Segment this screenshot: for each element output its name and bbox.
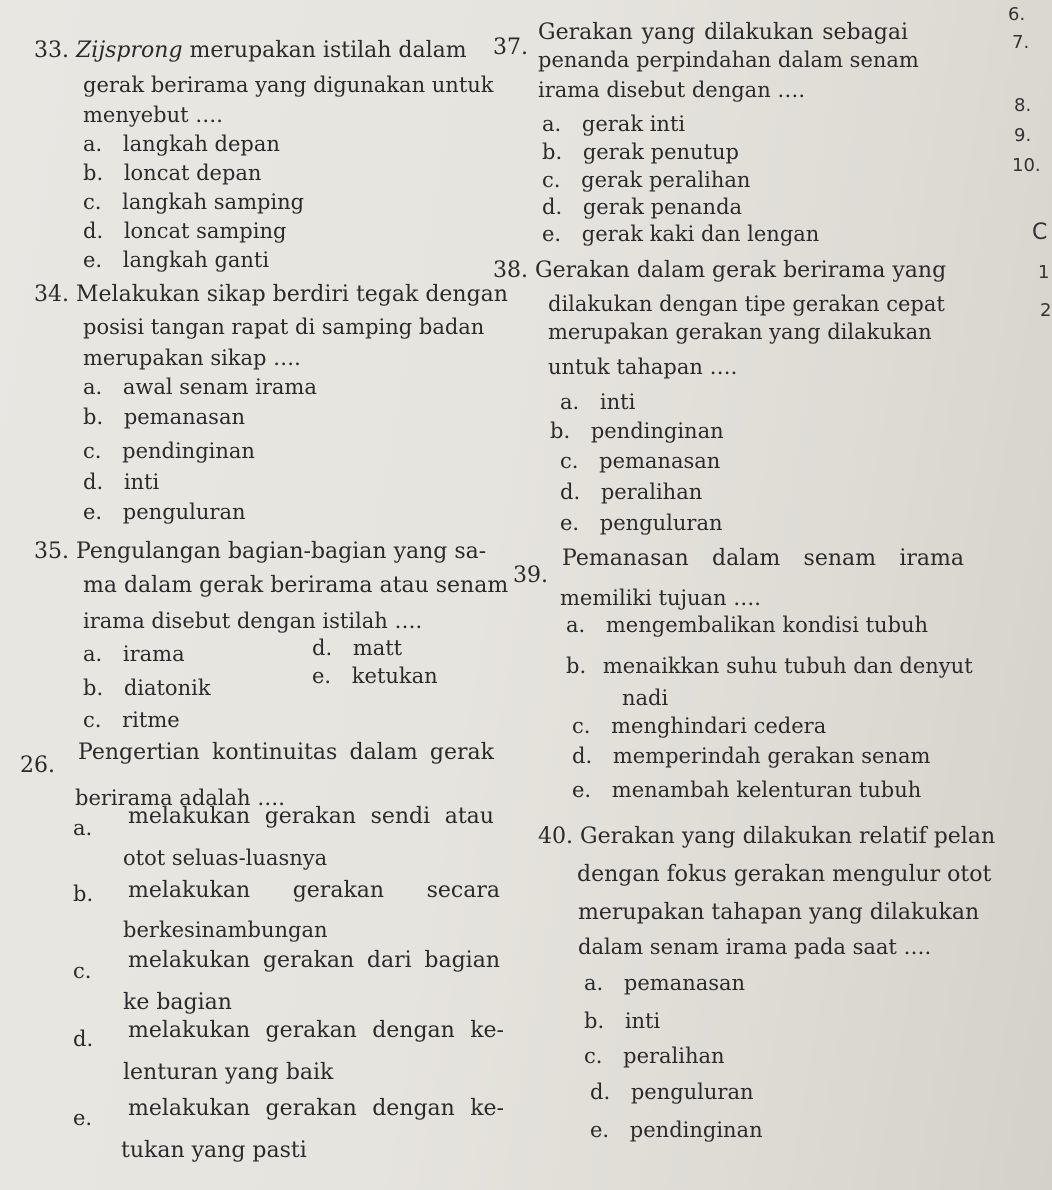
q38-line2: dilakukan dengan tipe gerakan cepat	[548, 292, 945, 316]
q37-option-e: e. gerak kaki dan lengan	[542, 222, 820, 246]
q40-option-e: e. pendinginan	[590, 1118, 763, 1142]
q38-option-a: a. inti	[560, 390, 636, 414]
q26-option-a-prefix: a.	[73, 816, 93, 840]
q40-line2: dengan fokus gerakan mengulur otot	[577, 862, 992, 887]
q26-option-a-line2: otot seluas-luasnya	[123, 846, 328, 870]
q33-line1-text: merupakan istilah dalam	[189, 38, 467, 63]
margin-number-6: 6.	[1008, 4, 1026, 25]
q35-option-d: d. matt	[312, 636, 403, 660]
q38-number: 38.	[493, 258, 528, 283]
q39-option-a: a. mengembalikan kondisi tubuh	[566, 613, 929, 637]
q35-line2: ma dalam gerak berirama atau senam	[83, 573, 509, 598]
q40-option-c: c. peralihan	[584, 1044, 725, 1068]
q35-number: 35.	[34, 539, 69, 564]
q34-option-e: e. penguluran	[83, 500, 246, 524]
q39-option-c: c. menghindari cedera	[572, 714, 827, 738]
q33-term: Zijsprong	[76, 38, 183, 63]
margin-letter-c: C	[1032, 220, 1048, 245]
q38-option-d: d. peralihan	[560, 480, 703, 504]
q33-line1	[34, 40, 467, 62]
margin-number-1: 1	[1038, 262, 1050, 283]
q40-line1: 40. Gerakan yang dilakukan relatif pelan	[538, 824, 996, 849]
q26-number: 26.	[20, 753, 55, 778]
q34-number: 34.	[34, 282, 69, 307]
q37-option-b: b. gerak penutup	[542, 140, 739, 164]
q26-option-d-prefix: d.	[73, 1027, 94, 1051]
q37-option-c: c. gerak peralihan	[542, 168, 751, 192]
q33-option-b: b. loncat depan	[83, 161, 262, 185]
q38-line3: merupakan gerakan yang dilakukan	[548, 320, 932, 344]
q35-option-e: e. ketukan	[312, 664, 438, 688]
q26-option-e-prefix: e.	[73, 1106, 93, 1130]
q35-option-c: c. ritme	[83, 708, 180, 732]
q34-line2: posisi tangan rapat di samping badan	[83, 315, 485, 339]
q34-option-a: a. awal senam irama	[83, 375, 317, 399]
q26-line1-words: Pengertian kontinuitas dalam gerak	[78, 740, 494, 765]
q40-option-a: a. pemanasan	[584, 971, 746, 995]
q39-line2: memiliki tujuan ….	[560, 586, 761, 610]
q38-option-c: c. pemanasan	[560, 449, 721, 473]
q33-option-e: e. langkah ganti	[83, 248, 270, 272]
q38-option-e: e. penguluran	[560, 511, 723, 535]
q40-number: 40.	[538, 824, 573, 849]
q26-option-d-line1: melakukan gerakan dengan ke-	[128, 1018, 504, 1043]
q37-line3: irama disebut dengan ….	[538, 78, 806, 102]
q35-option-a: a. irama	[83, 642, 185, 666]
q34-option-d: d. inti	[83, 470, 160, 494]
q39-option-d: d. memperindah gerakan senam	[572, 744, 931, 768]
q34-line3: merupakan sikap ….	[83, 346, 301, 370]
q26-option-e-line2: tukan yang pasti	[121, 1138, 307, 1163]
margin-number-2: 2	[1040, 300, 1052, 321]
q26-option-e-line1: melakukan gerakan dengan ke-	[128, 1096, 504, 1121]
margin-number-9: 9.	[1014, 125, 1032, 146]
q35-option-b: b. diatonik	[83, 676, 211, 700]
q40-line3: merupakan tahapan yang dilakukan	[578, 900, 980, 925]
q26-option-b-line2: berkesinambungan	[123, 918, 328, 942]
q40-line4: dalam senam irama pada saat ….	[578, 935, 932, 959]
q37-line2: penanda perpindahan dalam senam	[538, 48, 919, 72]
q39-option-b: b. menaikkan suhu tubuh dan denyut	[566, 654, 973, 678]
q39-option-b-cont: nadi	[622, 686, 669, 710]
q26-option-c-prefix: c.	[73, 959, 92, 983]
q38-line4: untuk tahapan ….	[548, 355, 738, 379]
q38-option-b: b. pendinginan	[550, 419, 724, 443]
q34-option-c: c. pendinginan	[83, 439, 255, 463]
q26-line2: berirama adalah ….	[75, 786, 285, 810]
margin-number-10: 10.	[1012, 155, 1041, 176]
q37-option-a: a. gerak inti	[542, 112, 686, 136]
q34-line1: 34. Melakukan sikap berdiri tegak dengan	[34, 282, 508, 307]
q35-line1: 35. Pengulangan bagian-bagian yang sa-	[34, 539, 487, 564]
q26-option-a-line1: melakukan gerakan sendi atau	[128, 804, 494, 829]
q33-option-c: c. langkah samping	[83, 190, 305, 214]
q33-line3: menyebut ….	[83, 103, 223, 127]
q33-number: 33.	[34, 38, 69, 63]
q33-line2: gerak berirama yang digunakan untuk	[83, 73, 494, 97]
q35-line3: irama disebut dengan istilah ….	[83, 609, 423, 633]
q38-line1: 38. Gerakan dalam gerak berirama yang	[493, 258, 947, 283]
q33-option-d: d. loncat samping	[83, 219, 287, 243]
q37-number: 37.	[493, 35, 528, 60]
q39-number: 39.	[513, 563, 548, 588]
q37-line1: Gerakan yang dilakukan sebagai	[538, 20, 908, 45]
q39-line1: Pemanasan dalam senam irama	[562, 546, 964, 571]
q26-option-c-line1: melakukan gerakan dari bagian	[128, 948, 500, 973]
q39-option-e: e. menambah kelenturan tubuh	[572, 778, 922, 802]
q40-option-b: b. inti	[584, 1009, 661, 1033]
q26-option-b-prefix: b.	[73, 882, 94, 906]
q34-option-b: b. pemanasan	[83, 405, 245, 429]
q26-option-b-line1: melakukan gerakan secara	[128, 878, 500, 903]
q26-option-c-line2: ke bagian	[123, 990, 232, 1015]
q40-option-d: d. penguluran	[590, 1080, 754, 1104]
q37-option-d: d. gerak penanda	[542, 195, 743, 219]
q26-line1	[20, 755, 55, 777]
margin-number-7: 7.	[1012, 32, 1030, 53]
margin-number-8: 8.	[1014, 95, 1032, 116]
q33-option-a: a. langkah depan	[83, 132, 280, 156]
q26-option-d-line2: lenturan yang baik	[123, 1060, 334, 1085]
